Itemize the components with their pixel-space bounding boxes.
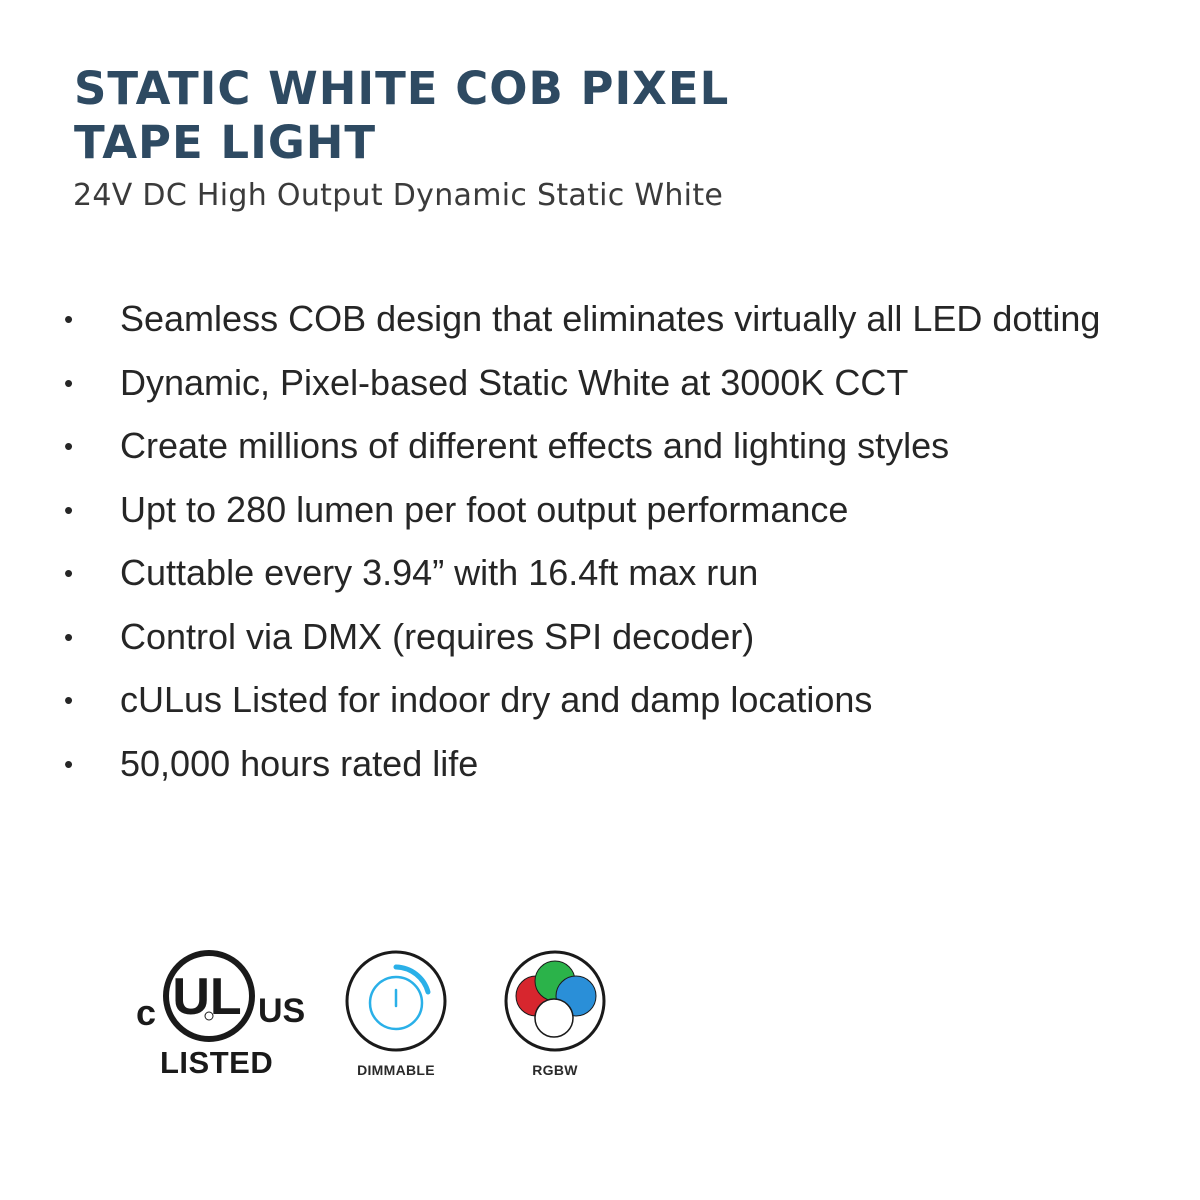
feature-text: Create millions of different effects and lighting styles xyxy=(120,425,950,466)
bullet: • xyxy=(64,748,74,779)
ul-listed-mark-icon xyxy=(160,948,258,1044)
dimmable-badge xyxy=(342,948,450,1083)
ul-us-label: US xyxy=(258,992,306,1030)
ul-listed-badge xyxy=(132,948,306,1083)
feature-text: Control via DMX (requires SPI decoder) xyxy=(120,615,755,657)
title-line-2: TAPE LIGHT xyxy=(74,116,377,169)
bullet: • xyxy=(64,621,74,652)
rgbw-badge xyxy=(500,948,610,1083)
page-title xyxy=(74,62,729,170)
feature-text: 50,000 hours rated life xyxy=(120,742,479,784)
feature-text: Cuttable every 3.94” with 16.4ft max run xyxy=(120,552,759,593)
dimmer-knob-icon xyxy=(342,948,450,1056)
bullet: • xyxy=(64,304,74,334)
feature-text: cULus Listed for indoor dry and damp locations xyxy=(120,679,873,720)
feature-text: Seamless COB design that eliminates virtually all LED dotting xyxy=(120,298,1101,339)
dimmable-label: DIMMABLE xyxy=(357,1062,435,1078)
feature-text: Dynamic, Pixel-based Static White at 3000K CCT xyxy=(120,361,909,403)
bullet: • xyxy=(64,685,74,715)
rgbw-circles-icon xyxy=(500,948,610,1056)
page-subtitle: 24V DC High Output Dynamic Static White xyxy=(73,178,724,213)
bullet: • xyxy=(64,558,74,588)
rgbw-label: RGBW xyxy=(532,1062,578,1078)
feature-text: Upt to 280 lumen per foot output performance xyxy=(120,488,849,530)
ul-c-label: c xyxy=(136,992,157,1033)
bullet: • xyxy=(64,367,74,398)
title-line-1: STATIC WHITE COB PIXEL xyxy=(74,62,730,115)
ul-center-text: UL xyxy=(172,968,242,1026)
ul-listed-label: LISTED xyxy=(160,1045,274,1080)
bullet: • xyxy=(64,431,74,461)
bullet: • xyxy=(64,494,74,525)
